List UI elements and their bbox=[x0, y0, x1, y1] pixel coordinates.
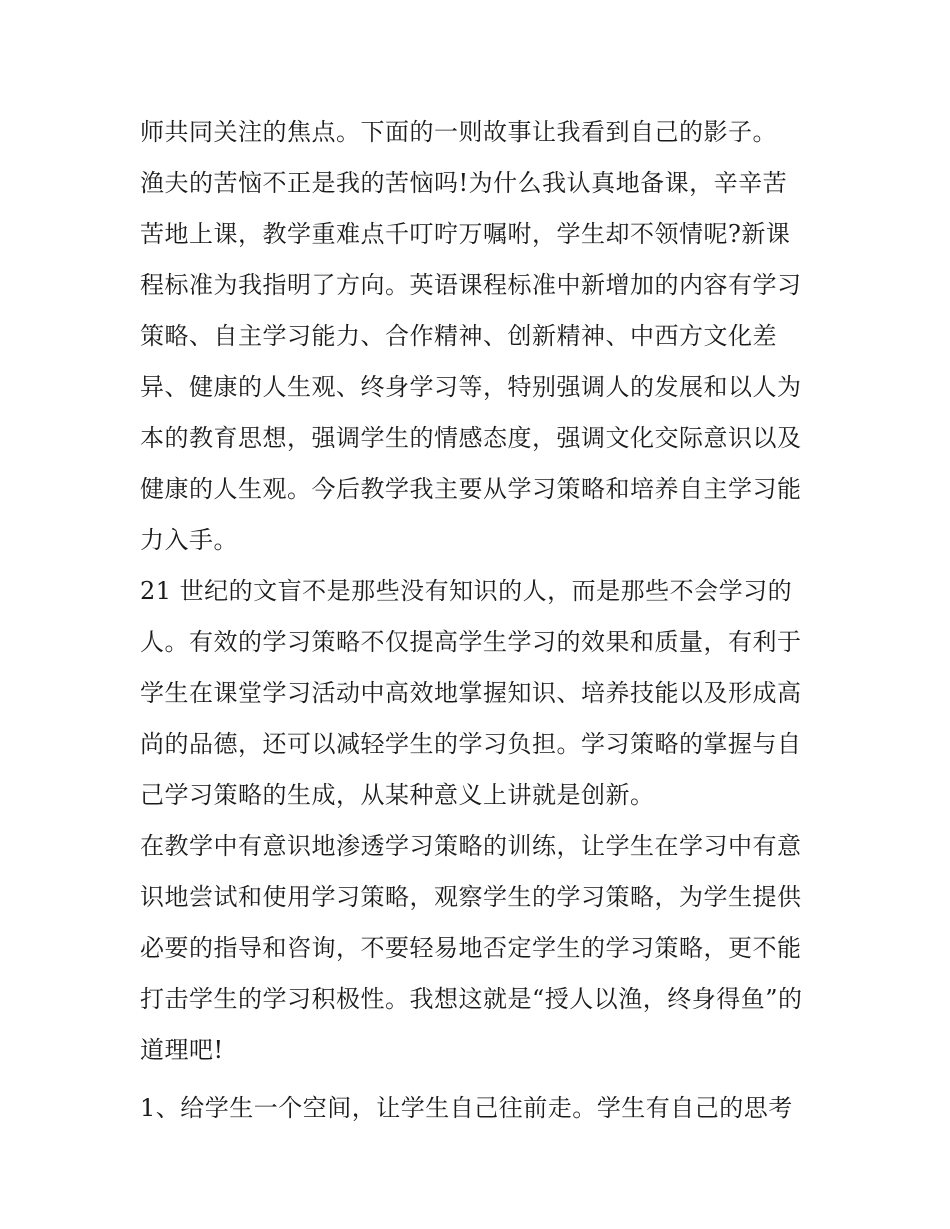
text-line: 人。有效的学习策略不仅提高学生学习的效果和质量，有利于 bbox=[140, 628, 802, 656]
text-line: 1、给学生一个空间，让学生自己往前走。学生有自己的思考 bbox=[140, 1094, 793, 1122]
text-line: 异、健康的人生观、终身学习等，特别强调人的发展和以人为 bbox=[140, 373, 802, 401]
text-line: 21 世纪的文盲不是那些没有知识的人，而是那些不会学习的 bbox=[140, 577, 793, 605]
text-line: 策略、自主学习能力、合作精神、创新精神、中西方文化差 bbox=[140, 322, 777, 350]
text-line: 学生在课堂学习活动中高效地掌握知识、培养技能以及形成高 bbox=[140, 679, 802, 707]
text-line: 在教学中有意识地渗透学习策略的训练，让学生在学习中有意 bbox=[140, 832, 802, 860]
text-line: 尚的品德，还可以减轻学生的学习负担。学习策略的掌握与自 bbox=[140, 730, 802, 758]
text-line: 健康的人生观。今后教学我主要从学习策略和培养自主学习能 bbox=[140, 475, 802, 503]
text-line: 打击学生的学习积极性。我想这就是“授人以渔，终身得鱼”的 bbox=[140, 985, 803, 1013]
text-line: 本的教育思想，强调学生的情感态度，强调文化交际意识以及 bbox=[140, 424, 802, 452]
text-line: 道理吧! bbox=[140, 1036, 224, 1064]
text-line: 己学习策略的生成，从某种意义上讲就是创新。 bbox=[140, 781, 655, 809]
text-line: 师共同关注的焦点。下面的一则故事让我看到自己的影子。 bbox=[140, 118, 777, 146]
document-body bbox=[140, 107, 820, 1134]
text-line: 力入手。 bbox=[140, 526, 238, 554]
text-line: 苦地上课，教学重难点千叮咛万嘱咐，学生却不领情呢?新课 bbox=[140, 220, 791, 248]
text-line: 渔夫的苦恼不正是我的苦恼吗!为什么我认真地备课，辛辛苦 bbox=[140, 169, 788, 197]
text-line: 程标准为我指明了方向。英语课程标准中新增加的内容有学习 bbox=[140, 271, 802, 299]
text-line: 识地尝试和使用学习策略，观察学生的学习策略，为学生提供 bbox=[140, 883, 802, 911]
text-line: 必要的指导和咨询，不要轻易地否定学生的学习策略，更不能 bbox=[140, 934, 802, 962]
